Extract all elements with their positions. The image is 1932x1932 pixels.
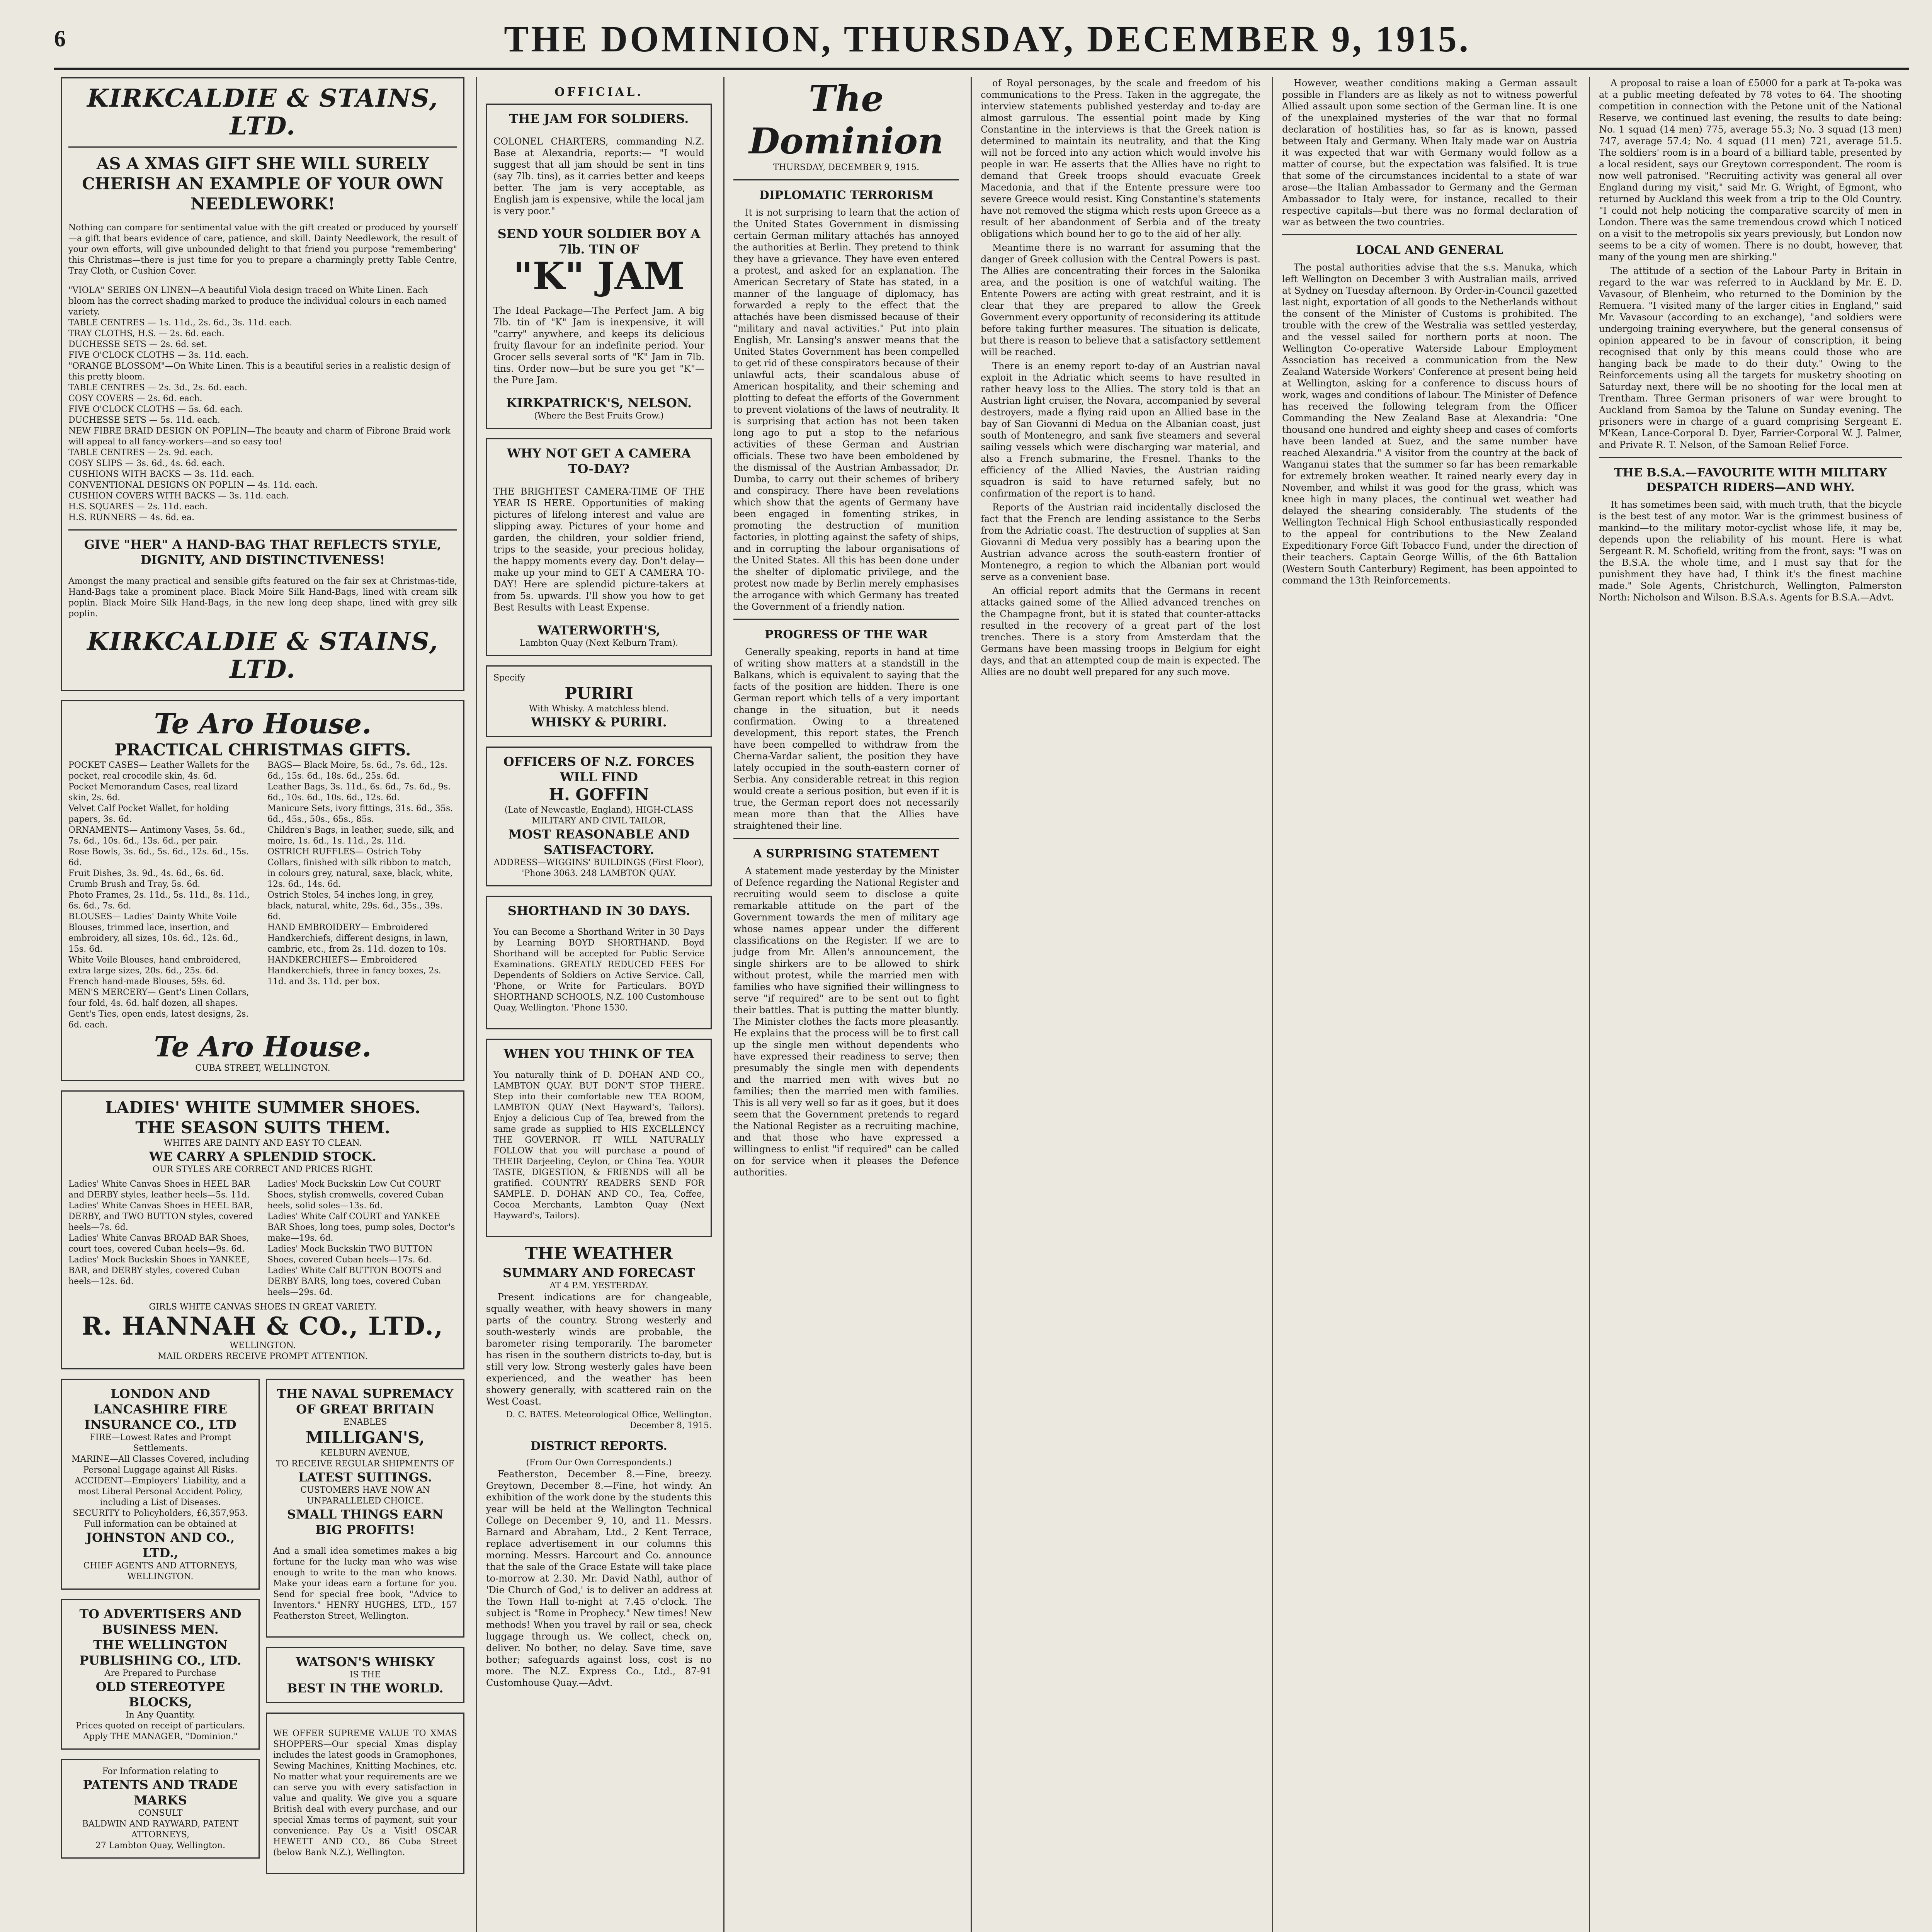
bottom-right-ads [266,1379,464,1883]
aro-address: CUBA STREET, WELLINGTON. [195,1063,330,1073]
list-item: FIVE O'CLOCK CLOTHS — 5s. 6d. each. [68,405,243,414]
puriri-advert [486,665,712,737]
naval-title: THE NAVAL SUPREMACY OF GREAT BRITAIN [277,1386,454,1417]
header-rule [54,68,1909,70]
goffin-name: H. GOFFIN [549,785,649,804]
list-item: TABLE CENTRES — 2s. 3d., 2s. 6d. each. [68,383,247,393]
official-heading: OFFICIAL. [554,85,643,99]
list-item: ORNAMENTS— Antimony Vases, 5s. 6d., 7s. 6d., 10s. 6d., 13s. 6d., per pair. [68,825,245,846]
column-local [1275,77,1584,1932]
list-item: COSY SLIPS — 3s. 6d., 4s. 6d. each. [68,459,225,468]
divider [733,838,959,839]
list-item: Ladies' White Calf COURT and YANKEE BAR Shoes, long toes, pump soles, Doctor's make—19s. 6d. [267,1212,455,1243]
list-item: Velvet Calf Pocket Wallet, for holding papers, 3s. 6d. [68,804,229,824]
list-item: DUCHESSE SETS — 2s. 6d. set. [68,340,207,349]
list-item: TABLE CENTRES — 1s. 11d., 2s. 6d., 3s. 11d. each. [68,318,293,328]
list-item: Leather Bags, 3s. 11d., 6s. 6d., 7s. 6d., 9s. 6d., 10s. 6d., 10s. 6d., 12s. 6d. [267,782,451,803]
list-item: Ladies' White Calf BUTTON BOOTS and DERBY BARS, long toes, covered Cuban heels—29s. 6d. [267,1266,442,1297]
list-item: SECURITY to Policyholders, £6,357,953. [73,1509,248,1518]
column-rule [476,77,477,1932]
weather-subheading: SUMMARY AND FORECAST [502,1265,696,1280]
shorthand-advert [486,896,712,1029]
list-item: Gent's Ties, open ends, latest designs, 2s. 6d. each. [68,1009,249,1030]
shorthand-text: You can Become a Shorthand Writer in 30 Days by Learning BOYD SHORTHAND. Boyd Shorthand will be accepted for Public Service Examinations. GREATLY REDUCED FEES For Dependents of Soldiers on Active Service. Call, 'Phone, or Write for Particulars. BOYD SHORTHAND SCHOOLS, N.Z. 100 Customhouse Quay, Wellington. 'Phone 1530. [493,927,704,1013]
list-item: FIVE O'CLOCK CLOTHS — 3s. 11d. each. [68,350,249,360]
local-text: The postal authorities advise that the s.s. Manuka, which left Wellington on December 3 with Australian mails, arrived at Sydney on Tuesday afternoon. By Order-in-Council gazetted last night, exportation of all goods to the Netherlands without the consent of the Minister of Customs is prohibited. The trouble with the crew of the Westralia was settled yesterday, and the vessel sailed for northern ports at noon. The Wellington Co-operative Waterside Labour Employment Association has received a communication from the New Zealand Waterside Workers' Conference at present being held at Wellington, asking for a conference to discuss hours of work, wages and conditions of labour. The Minister of Defence has received the following telegram from the Officer Commanding the New Zealand Base at Alexandria: "One thousand one hundred and eighty sheep and cases of comforts have been landed at Suez, and the same number have reached Alexandria." A visitor from the country at the back of Wanganui states that the summer so far has been remarkable for extremely broken weather. It rained nearly every day in November, and whilst it was good for the grass, which was knee high in many places, the continual wet weather had delayed the shearing considerably. The students of the Wellington Technical High School enthusiastically responded to the appeal for contributions to the New Zealand Expeditionary Force Gift Tobacco Fund, under the direction of their teachers. Captain George Willis, of the 6th Battalion (Western South Canterbury) Regiment, has been appointed to command the 13th Reinforcements. [1282,262,1577,586]
girls-line: GIRLS WHITE CANVAS SHOES IN GREAT VARIETY. [149,1302,377,1312]
divider [733,179,959,180]
list-item: MARINE—All Classes Covered, including Personal Luggage against All Risks. [71,1454,250,1475]
list-item: ACCIDENT—Employers' Liability, and a most Liberal Personal Accident Policy, including a List of Diseases. [75,1476,246,1507]
list-item: Ladies' White Canvas Shoes in HEEL BAR, DERBY, and TWO BUTTON styles, covered heels—7s. 6d. [68,1201,253,1232]
list-item: Apply THE MANAGER, "Dominion." [83,1732,238,1742]
list-item: TRAY CLOTHS, H.S. — 2s. 6d. each. [68,329,224,338]
shorthand-heading: SHORTHAND IN 30 DAYS. [507,903,690,918]
list-item: For Information relating to [102,1767,219,1776]
divider [68,529,457,531]
advertisers-heading: TO ADVERTISERS AND BUSINESS MEN. [79,1607,242,1637]
list-item: Ostrich Stoles, 54 inches long, in grey, black, natural, white, 29s. 6d., 35s., 39s. 6d. [267,890,443,922]
list-item: Photo Frames, 2s. 11d., 5s. 11d., 8s. 11d., 6s. 6d., 7s. 6d. [68,890,250,911]
list-item: BLOUSES— Ladies' Dainty White Voile Blouses, trimmed lace, insertion, and embroidery, all sizes, 10s. 6d., 12s. 6d., 15s. 6d. [68,912,238,954]
nz-forces: OFFICERS OF N.Z. FORCES WILL FIND [503,754,695,784]
watsons-name: WATSON'S WHISKY [296,1655,435,1669]
specify-label: Specify [493,673,526,683]
list-item: KELBURN AVENUE, [320,1448,410,1458]
list-item: OLD STEREOTYPE BLOCKS, [95,1679,225,1709]
shoes-left [68,1179,258,1298]
linen-list [68,285,457,523]
kirkpatrick-name: KIRKPATRICK'S, NELSON. [506,396,692,410]
column-rule [1272,77,1273,1932]
kirkcaldie-footer: KIRKCALDIE & STAINS, LTD. [87,627,439,684]
col4-paragraph: Reports of the Austrian raid incidentally disclosed the fact that the French are lending assistance to the Serbs from the Adriatic coast. The destruction of supplies at San Giovanni di Medua very possibly has a bearing upon the Austrian advance across the south-eastern frontier of Montenegro, a region to which the Albanian port would serve as a convenient base. [981,502,1260,582]
list-item: JOHNSTON AND CO., LTD., [86,1530,235,1560]
column-war-news [974,77,1267,1932]
column-general [1592,77,1909,1932]
divider [1599,457,1902,458]
k-jam-text: The Ideal Package—The Perfect Jam. A big 7lb. tin of "K" Jam is inexpensive, it will "carry" anywhere, and keeps its delicious fruity flavour for an indefinite period. Your Grocer sells several sorts of "K" Jam in 7lb. tins. Order now—but be sure you get "K"—the Pure Jam. [493,305,704,386]
weather-heading: THE WEATHER [525,1244,673,1264]
k-jam-advert [486,104,712,429]
mail-orders: MAIL ORDERS RECEIVE PROMPT ATTENTION. [158,1352,368,1361]
whisky-puriri: WHISKY & PURIRI. [531,715,667,730]
hewett-text: WE OFFER SUPREME VALUE TO XMAS SHOPPERS—Our special Xmas display includes the latest goods in Gramophones, Sewing Machines, Knitting Machines, etc. No matter what your requirements are we can serve you with every satisfaction in value and quality. We give you a square British deal with every purchase, and our special Xmas terms of payment, suit your convenience. Pay Us a Visit! OSCAR HEWETT AND CO., 86 Cuba Street (below Bank N.Z.), Wellington. [273,1729,457,1857]
list-item: FIRE—Lowest Rates and Prompt Settlements. [89,1433,231,1453]
list-item: BAGS— Black Moire, 5s. 6d., 7s. 6d., 12s. 6d., 15s. 6d., 18s. 6d., 25s. 6d. [267,760,447,781]
tea-advert [486,1039,712,1237]
hannah-name: R. HANNAH & CO., LTD., [82,1312,444,1341]
aro-house-advert [61,700,464,1081]
list-item: 27 Lambton Quay, Wellington. [95,1841,226,1850]
xmas-headline: AS A XMAS GIFT SHE WILL SURELY CHERISH AN EXAMPLE OF YOUR OWN NEEDLEWORK! [82,154,444,213]
shoes-columns [68,1179,457,1298]
list-item: ADDRESS—WIGGINS' BUILDINGS (First Floor), [493,858,704,867]
district-sub: (From Our Own Correspondents.) [526,1458,672,1468]
puriri-title: PURIRI [565,684,633,703]
list-item: Ladies' Mock Buckskin TWO BUTTON Shoes, covered Cuban heels—17s. 6d. [267,1244,433,1265]
list-item: CUSHION COVERS WITH BACKS — 3s. 11d. each. [68,491,289,501]
col6-paragraph: A proposal to raise a loan of £5000 for a park at Ta-poka was at a public meeting defeated by 78 votes to 64. The shooting competition in connection with the Petone unit of the National Reserve, we continued last evening, the results to date being: No. 1 squad (14 men) 775, average 55.3; No. 3 squad (13 men) 747, average 57.4; No. 4 squad (11 men) 721, average 51.5. The soldiers' room is in a board of a billiard table, presented by a local resident, says our Greytown correspondent. The room is now well patronised. "Recruiting activity was general all over England during my visit," said Mr. G. Wright, of Egmont, who returned by Auckland this week from a trip to the Old Country. "I could not help noticing the comparative scarcity of men in London. There was the same tremendous crowd which I noticed on a visit to the metropolis six years previously, but London now seems to be a city of women. There is no doubt, however, that many of the young men are shirking." [1599,78,1902,262]
column-rule [723,77,724,1932]
column-editorial [726,77,966,1932]
camera-advert [486,438,712,656]
list-item: Ladies' Mock Buckskin Shoes in YANKEE, BAR, and DERBY styles, covered Cuban heels—12s. 6d. [68,1255,250,1286]
col5-paragraph: However, weather conditions making a German assault possible in Flanders are as likely as not to witness powerful Allied assault upon some section of the German line. It is one of the unexplained mysteries of the war that no formal declaration of hostilities has, so far as is known, passed between Italy and Germany. When Italy made war on Austria it was expected that war with Germany would follow as a matter of course, but the expectation was falsified. It is true that some of the circumstances incidental to a state of war arose—the Italian Ambassador to Germany and the German Ambassador to Italy were, for instance, recalled to their respective capitals—but there was no formal declaration of war as between the two countries. [1282,78,1577,228]
styles-line: OUR STYLES ARE CORRECT AND PRICES RIGHT. [152,1165,373,1174]
goffin-advert [486,747,712,886]
district-text: Featherston, December 8.—Fine, breezy. Greytown, December 8.—Fine, hot windy. An exhibition of the work done by the students this year will be held at the Wellington Technical College on December 9, 10, and 11. Messrs. Barnard and Abraham, Ltd., 2 Kent Terrace, replace advertisement in our columns this morning. Messrs. Harcourt and Co. announce that the sale of the Grace Estate will take place to-morrow at 2.30. Mr. David Nathl, author of 'Die Church of God,' is to deliver an address at the Town Hall to-night at 7.45 o'clock. The subject is "Rome in Prophecy." New times! New methods! When you travel by rail or sea, check luggage through us. We collect, check on, deliver. No bother, no delay. Save time, save bother; safeguards against loss, cost is no more. The N.Z. Express Co., Ltd., 87-91 Customhouse Quay.—Advt. [486,1469,712,1688]
list-item: CONSULT [138,1808,183,1818]
tea-text: You naturally think of D. DOHAN AND CO., LAMBTON QUAY. BUT DON'T STOP THERE. Step into their comfortable new TEA ROOM, LAMBTON QUAY (Next Hayward's, Tailors). Enjoy a delicious Cup of Tea, brewed from the same grade as supplied to HIS EXCELLENCY THE GOVERNOR. IT WILL NATURALLY FOLLOW that you will purchase a pound of THEIR Darjeeling, Ceylon, or China Tea. YOUR TASTE, DIGESTION, & FRIENDS will all be gratified. COUNTRY READERS SEND FOR SAMPLE. D. DOHAN AND CO., Tea, Coffee, Cocoa Merchants, Lambton Quay (Next Hayward's, Tailors). [493,1070,704,1221]
list-item: Fruit Dishes, 3s. 9d., 4s. 6d., 6s. 6d. [68,869,224,878]
list-item: Ladies' Mock Buckskin Low Cut COURT Shoes, stylish cromwells, covered Cuban heels, solid soles—13s. 6d. [267,1179,444,1211]
list-item: Ladies' White Canvas BROAD BAR Shoes, court toes, covered Cuban heels—9s. 6d. [68,1233,249,1254]
send-soldier: SEND YOUR SOLDIER BOY A 7lb. TIN OF [497,226,701,257]
page-header [54,15,1909,62]
ladies-shoes-heading: LADIES' WHITE SUMMER SHOES. [105,1098,420,1117]
list-item: "VIOLA" SERIES ON LINEN—A beautiful Viola design traced on White Linen. Each bloom has the correct shading marked to produce the individual colours in each named variety. [68,286,447,317]
list-item: Are Prepared to Purchase [104,1668,216,1678]
patents-title: PATENTS AND TRADE MARKS [83,1777,238,1808]
list-item: TO RECEIVE REGULAR SHIPMENTS OF [276,1459,454,1469]
divider [733,619,959,620]
list-item: Full information can be obtained at [84,1519,237,1529]
divider [1282,234,1577,235]
whites-line: WHITES ARE DAINTY AND EASY TO CLEAN. [163,1138,362,1148]
watsons-advert [266,1647,464,1703]
divider [68,146,457,148]
list-item: COSY COVERS — 2s. 6d. each. [68,394,202,403]
surprising-heading: A SURPRISING STATEMENT [753,847,940,861]
kirkpatrick-sub: (Where the Best Fruits Grow.) [534,411,664,421]
milligans-advert [266,1379,464,1638]
list-item: HAND EMBROIDERY— Embroidered Handkerchiefs, different designs, in lawn, cambric, etc., from 2s. 11d. dozen to 10s. [267,923,448,954]
publishing-advert [61,1599,260,1750]
gifts-right [267,760,457,1031]
handbag-heading: GIVE "HER" A HAND-BAG THAT REFLECTS STYLE, DIGNITY, AND DISTINCTIVENESS! [84,537,442,567]
weather-text: Present indications are for changeable, squally weather, with heavy showers in many parts of the country. Strong westerly and south-westerly winds are probable, the barometer rising temporarily. The barometer has risen in the southern districts to-day, but is still very low. Strong westerly gales have been experienced, and the weather has been showery generally, with scattered rain on the West Coast. [486,1292,712,1407]
season-heading: THE SEASON SUITS THEM. [135,1118,390,1137]
list-item: CONVENTIONAL DESIGNS ON POPLIN — 4s. 11d. each. [68,480,318,490]
bottom-ads [61,1379,464,1883]
kirkcaldie-title: KIRKCALDIE & STAINS, LTD. [87,84,439,141]
kirkcaldie-advert [61,77,464,691]
hannah-advert [61,1090,464,1369]
jam-heading: THE JAM FOR SOLDIERS. [509,111,689,126]
aro-house-title: Te Aro House. [154,707,372,740]
list-item: MOST REASONABLE AND SATISFACTORY. [508,827,690,857]
list-item: MEN'S MERCERY— Gent's Linen Collars, four fold, 4s. 6d. half dozen, all shapes. [68,988,249,1008]
waterworth-name: WATERWORTH'S, [537,623,660,638]
weather-time: AT 4 P.M. YESTERDAY. [549,1281,648,1291]
list-item: In Any Quantity. [125,1710,196,1720]
list-item: MILLIGAN'S, [305,1428,425,1447]
practical-gifts-heading: PRACTICAL CHRISTMAS GIFTS. [114,740,411,759]
col4-paragraph: of Royal personages, by the scale and freedom of his communications to the Press. Taken in the aggregate, the interview statements published yesterday and to-day are almost garrulous. The essential point made by King Constantine in the interviews is that the Greek nation is determined to maintain its neutrality, and that the King will not be forced into any action which would involve his people in war. He asserts that the Allies have no right to demand that Greek troops should evacuate Greek Macedonia, and that if the Entente pressure were too severe Greece would resist. King Constantine's statements have not removed the stigma which rests upon Greece as a result of her abandonment of Serbia and of the treaty obligations which bound her to go to the aid of her ally. [981,78,1260,239]
small-things-text: And a small idea sometimes makes a big fortune for the lucky man who was wise enough to write to the man who knows. Make your ideas earn a fortune for you. Send for special free book, "Advice to Inventors." HENRY HUGHES, LTD., 157 Featherston Street, Wellington. [273,1546,457,1621]
wpc-name: THE WELLINGTON PUBLISHING CO., LTD. [79,1638,242,1668]
bottom-left-ads [61,1379,260,1883]
gifts-left [68,760,258,1031]
diplomatic-text: It is not surprising to learn that the action of the United States Government in dismissing certain German military attachés has annoyed the authorities at Berlin. They pretend to think they have a grievance. They have even entered a protest, and asked for an explanation. The American Secretary of State has stated, in a manner of the language of diplomacy, has forwarded a reply to the effect that the attachés have been dismissed because of their "military and naval activities." Put into plain English, Mr. Lansing's answer means that the United States Government has been compelled to get rid of these conspirators because of their unlawful acts, their scandalous abuse of American hospitality, and their scheming and plotting to defeat the efforts of the Government to prevent violations of the laws of neutrality. It is surprising that action has not been taken long ago to put a stop to the nefarious activities of these German and Austrian officials. These two have been emboldened by the dismissal of the Austrian Ambassador, Dr. Dumba, to carry out their schemes of bribery and conspiracy. There have been revelations which show that the agents of Germany have been engaged in fomenting strikes, in promoting the destruction of munition factories, in plotting against the safety of ships, and in corrupting the labour organisations of the United States. All this has been done under the shelter of diplomatic privilege, and the protest now made by Berlin merely emphasises the arrogance with which Germany has treated the Government of a friendly nation. [733,207,959,612]
list-item: White Voile Blouses, hand embroidered, extra large sizes, 20s. 6d., 25s. 6d. [68,955,242,976]
list-item: ENABLES [343,1417,387,1427]
list-item: HANDKERCHIEFS— Embroidered Handkerchiefs, three in fancy boxes, 2s. 11d. and 3s. 11d. per box. [267,955,441,986]
aro-house-footer: Te Aro House. [154,1030,372,1063]
col4-paragraph: An official report admits that the Germans in recent attacks gained some of the Allied advanced trenches on the Champagne front, but it is stated that counter-attacks resulted in the recovery of a great part of the lost trenches. There is a story from Amsterdam that the Germans have been massing troops in Belgium for eight days, and that an attempted coup de main is expected. The Allies are no doubt well prepared for any such move. [981,585,1260,677]
xmas-intro: Nothing can compare for sentimental value with the gift created or produced by yourself—a gift that bears evidence of care, patience, and skill. Dainty Needlework, the result of your own efforts, will give unbounded delight to that friend you purpose "remembering" this Christmas—there is just time for you to prepare a charmingly pretty Table Centre, Tray Cloth, or Cushion Cover. [68,223,457,276]
weather-signature: D. C. BATES. Meteorological Office, Wellington. December 8, 1915. [506,1410,712,1430]
list-item: DUCHESSE SETS — 5s. 11d. each. [68,415,220,425]
editorial-dateline: THURSDAY, DECEMBER 9, 1915. [773,163,920,172]
list-item: TABLE CENTRES — 2s. 9d. each. [68,448,213,457]
col6-paragraph: The attitude of a section of the Labour Party in Britain in regard to the war was referred to in Auckland by Mr. E. D. Vavasour, of Blenheim, who returned to the Dominion by the Remuera. "I visited many of the larger cities in England," said Mr. Vavasour (according to an exchange), "and soldiers were undergoing training everywhere, but the general consensus of opinion appeared to be in favour of conscription, it being recognised that only by this means could those who are hanging back be made to do their duty." Owing to the Reinforcements using all the targets for musketry shooting on Saturday next, there will be no shooting for the local men at Trentham. Three German prisoners of war were brought to Auckland from Samoa by the Talune on Sunday evening. The prisoners were in charge of a guard comprising Sergeant E. M'Kean, Lance-Corporal D. Dyer, Farrier-Corporal W. J. Palmer, and Private R. T. Nelson, of the Samoan Relief Force. [1599,265,1902,450]
list-item: NEW FIBRE BRAID DESIGN ON POPLIN—The beauty and charm of Fibrone Braid work will appeal to all fancy-workers—and so easy too! [68,426,451,447]
list-item: H.S. RUNNERS — 4s. 6d. ea. [68,513,195,522]
list-item: Pocket Memorandum Cases, real lizard skin, 2s. 6d. [68,782,238,803]
insurance-title: LONDON AND LANCASHIRE FIRE INSURANCE CO., LTD [84,1386,236,1432]
list-item: CUSHIONS WITH BACKS — 3s. 11d. each. [68,469,255,479]
bsa-heading: THE B.S.A.—FAVOURITE WITH MILITARY DESPATCH RIDERS—AND WHY. [1614,466,1887,494]
local-heading: LOCAL AND GENERAL [1356,243,1503,257]
goffin-sub: (Late of Newcastle, England), HIGH-CLASS MILITARY AND CIVIL TAILOR, [504,805,694,826]
surprising-text: A statement made yesterday by the Minister of Defence regarding the National Register and recruiting would seem to disclose a quite remarkable attitude on the part of the Government towards the men of military age whose names appear under the different classifications on the Register. If we are to judge from Mr. Allen's announcement, the single shirkers are to be allowed to shirk without protest, while the married men with families who have signified their willingness to serve "if required" are to be sent out to fight their battles. That is putting the matter bluntly. The Minister clothes the facts more pleasantly. He explains that the process will be to first call up the single men without dependents who have expressed their readiness to serve; then presumably the single men with dependents and the married men with wives but no families; then the married men with families. This is all very well so far as it goes, but it does seem that the Government pretends to regard the National Register as a recruiting machine, and that those who have expressed a willingness to enlist "if required" can be called on for service when it pleases the Defence authorities. [733,866,959,1178]
patents-advert [61,1759,260,1859]
gifts-columns [68,760,457,1031]
war-text: Generally speaking, reports in hand at time of writing show matters at a standstill in the Balkans, which is equivalent to saying that the facts of the position are hidden. There is one German report which tells of a very important change in the situation, but it needs confirmation. Owing to a threatened development, this report states, the French have been compelled to withdraw from the Cherna-Vardar salient, the position they have lately occupied in the south-eastern corner of Serbia. Any considerable retreat in this region would create a serious position, but even if it is true, the German report does not necessarily mean more than that the Allies have straightened their line. [733,646,959,831]
column-official [479,77,719,1932]
list-item: SMALL THINGS EARN BIG PROFITS! [287,1507,444,1537]
list-item: 'Phone 3063. 248 LAMBTON QUAY. [522,869,676,878]
column-rule [971,77,972,1932]
list-item: "ORANGE BLOSSOM"—On White Linen. This is a beautiful series in a realistic design of this pretty bloom. [68,361,450,382]
watsons-is: IS THE [349,1670,381,1680]
col4-paragraph: Meantime there is no warrant for assuming that the danger of Greek collusion with the Central Powers is past. The Allies are concentrating their forces in the Salonika area, and the position is one of watchful waiting. The Entente Powers are acting with great restraint, and it is clear that they are prepared to allow the Greek Government every opportunity of reconsidering its attitude before taking further measures. The situation is delicate, but there is reason to believe that a satisfactory settlement will be reached. [981,242,1260,357]
diplomatic-heading: DIPLOMATIC TERRORISM [759,189,934,202]
tea-heading: WHEN YOU THINK OF TEA [503,1046,694,1061]
list-item: OSTRICH RUFFLES— Ostrich Toby Collars, finished with silk ribbon to match, in colours grey, natural, saxe, black, white, 12s. 6d., 14s. 6d. [267,847,453,889]
camera-text: THE BRIGHTEST CAMERA-TIME OF THE YEAR IS HERE. Opportunities of making pictures of lifelong interest and value are slipping away. Pictures of your home and garden, the children, your soldier friend, trips to the seaside, your precious holiday, the happy moments every day. Don't delay—make up your mind to GET A CAMERA TO-DAY! Here are splendid picture-takers at from 5s. upwards. I'll show you how to get Best Results with Least Expense. [493,486,704,613]
list-item: Ladies' White Canvas Shoes in HEEL BAR and DERBY styles, leather heels—5s. 11d. [68,1179,250,1200]
list-item: Prices quoted on receipt of particulars. [75,1721,245,1731]
waterworth-address: Lambton Quay (Next Kelburn Tram). [519,638,679,648]
dominion-masthead: The Dominion [749,78,944,162]
list-item: H.S. SQUARES — 2s. 11d. each. [68,502,207,512]
puriri-text: With Whisky. A matchless blend. [529,704,669,714]
jam-text: COLONEL CHARTERS, commanding N.Z. Base at Alexandria, reports:— "I would suggest that all jam should be sent in tins (say 7lb. tins), as it carries better and keeps better. The jam is very acceptable, as English jam is expensive, while the local jam is very poor." [493,136,704,216]
list-item: CHIEF AGENTS AND ATTORNEYS, WELLINGTON. [83,1561,238,1582]
k-jam-title: "K" JAM [513,254,685,298]
district-heading: DISTRICT REPORTS. [531,1439,667,1453]
list-item: CUSTOMERS HAVE NOW AN UNPARALLELED CHOICE. [300,1485,430,1506]
war-heading: PROGRESS OF THE WAR [765,628,928,641]
list-item: Rose Bowls, 3s. 6d., 5s. 6d., 12s. 6d., 15s. 6d. [68,847,249,867]
col4-paragraph: There is an enemy report to-day of an Austrian naval exploit in the Adriatic which seems to have resulted in rather heavy loss to the Allies. The story told is that an Austrian light cruiser, the Novara, accompanied by several destroyers, made a flying raid upon an Allied base in the bay of San Giovanni di Medua on the Albanian coast, just south of Montenegro, and sank five steamers and several sailing vessels which were discharging war material, and also a French submarine, the Fresnel. Thanks to the efficiency of the Allied Navies, the Austrian raiding squadron is said to have returned safely, but no confirmation of the report is to hand. [981,361,1260,499]
watsons-best: BEST IN THE WORLD. [287,1681,444,1696]
page-title: THE DOMINION, THURSDAY, DECEMBER 9, 1915. [504,18,1471,60]
shoes-right [267,1179,457,1298]
camera-heading: WHY NOT GET A CAMERA TO-DAY? [507,446,691,476]
bsa-text: It has sometimes been said, with much truth, that the bicycle is the best test of any motor. War is the grimmest business of mankind—to the military motor-cyclist whose life, it may be, depends upon the reliability of his mount. Here is what Sergeant R. M. Schofield, writing from the front, says: "I was on the B.S.A. the whole time, and I must say that for the punishment they have had, I think it's the finest machine made." Sole Agents, Christchurch, Wellington, Palmerston North: Nicholson and Wilson. B.S.A.s. Agents for B.S.A.—Advt. [1599,499,1902,603]
list-item: Manicure Sets, ivory fittings, 31s. 6d., 35s. 6d., 45s., 50s., 65s., 85s. [267,804,453,824]
insurance-advert [61,1379,260,1590]
list-item: POCKET CASES— Leather Wallets for the pocket, real crocodile skin, 4s. 6d. [68,760,250,781]
hannah-place: WELLINGTON. [230,1341,296,1350]
list-item: French hand-made Blouses, 59s. 6d. [68,977,226,986]
page-number: 6 [54,26,66,51]
column-rule [1589,77,1590,1932]
splendid-stock: WE CARRY A SPLENDID STOCK. [149,1149,377,1164]
column-advertisements [54,77,471,1932]
hewett-advert [266,1713,464,1874]
handbag-text: Amongst the many practical and sensible gifts featured on the fair sex at Christmas-tide, Hand-Bags take a prominent place. Black Moire Silk Hand-Bags, lined with cream silk poplin. Black Moire Silk Hand-Bags, in the new long deep shape, lined with grey silk poplin. [68,577,457,619]
list-item: Children's Bags, in leather, suede, silk, and moire, 1s. 6d., 1s. 11d., 2s. 11d. [267,825,454,846]
list-item: BALDWIN AND RAYWARD, PATENT ATTORNEYS, [82,1819,239,1840]
list-item: Crumb Brush and Tray, 5s. 6d. [68,879,201,889]
list-item: LATEST SUITINGS. [298,1470,432,1485]
